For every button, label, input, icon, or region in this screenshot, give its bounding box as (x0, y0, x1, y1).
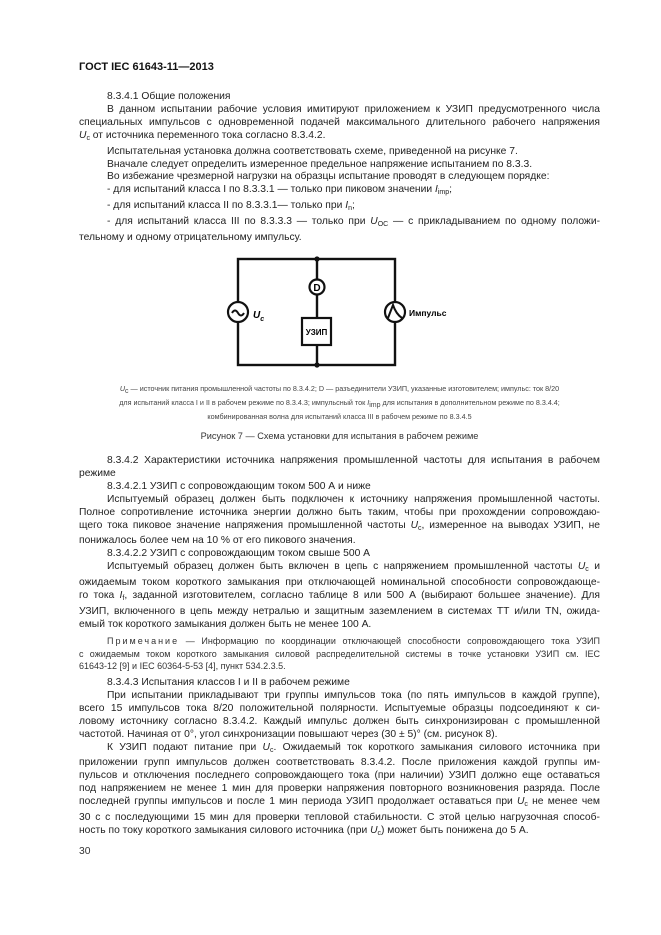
svg-text:D: D (313, 283, 321, 294)
text-run: понижалось более чем на 10 % от его пикового значения. (79, 535, 356, 547)
text-run: всего 15 импульсов тока 8/20 положительной полярности. Испытуемые образцы подсоединяют к си- (79, 702, 600, 714)
text-run: 8.3.4.1 Общие положения (107, 91, 231, 102)
text-run: . Ожидаемый ток короткого замыкания силового источника при (273, 741, 600, 753)
text-run: В данном испытании рабочие условия имитируют приложением к УЗИП предусмотренного числа (107, 103, 600, 115)
symbol: $U_c$ (370, 824, 381, 837)
text-line (79, 742, 600, 758)
text-run: Испытуемый образец должен быть подключен к источнику напряжения промышленной частоты. (107, 493, 600, 505)
text-run: го тока (79, 590, 120, 602)
text-line (79, 455, 600, 468)
text-line (79, 619, 600, 632)
text-run: под напряжением не менее 1 мин для проверки напряжения повторного возникновения разряда. После (79, 783, 600, 795)
text-run: Во избежание чрезмерной нагрузки на образцы испытание проводят в следующем порядке: (107, 171, 550, 183)
ac-source-icon (228, 302, 248, 322)
text-run: частотой. Начиная от 0°, угол синхронизации повышают через (30 ± 5)° (см. рисунок 8). (79, 728, 498, 740)
text-run: К УЗИП подают питание при (107, 741, 263, 753)
note (79, 635, 600, 673)
text-line (79, 561, 600, 577)
note-label: Примечание (107, 636, 180, 646)
symbol: $I_f$ (119, 590, 125, 603)
text-line (79, 577, 600, 590)
text-run: ность по току короткого замыкания силового источника (при (79, 824, 371, 836)
text-line (79, 494, 600, 507)
text-run: не менее чем (527, 796, 600, 808)
text-line (79, 703, 600, 716)
legend-line (79, 397, 600, 411)
note-line-3: 61643-12 [9] и IEC 60364-5-53 [4], пункт 534.2.3.5. (79, 661, 286, 672)
svg-text:УЗИП: УЗИП (305, 328, 328, 337)
impulse-label: Импульс (409, 308, 447, 318)
text-run: комбинированная волна для испытаний класса III в рабочем режиме по 8.3.4.5 (207, 412, 472, 421)
text-run: 8.3.4.3 Испытания классов I и II в рабочем режиме (107, 677, 350, 688)
text-run: ) может быть понижена до 5 А. (381, 824, 529, 836)
text-line (79, 548, 600, 561)
figure-legend (79, 383, 600, 422)
text-run: Испытательная установка должна соответствовать схеме, приведенной на рисунке 7. (107, 145, 518, 157)
text-run: - для испытаний класса II по 8.3.3.1— только при (107, 200, 346, 212)
legend-line (79, 411, 600, 422)
text-run: емый ток короткого замыкания должен быть не менее 100 А. (79, 618, 372, 630)
text-run: для испытаний класса I и II в рабочем режиме по 8.3.4.3; импульсный ток (119, 398, 368, 407)
text-run: При испытании прикладывают три группы импульсов тока (по пять импульсов в каждой группе), (107, 689, 600, 701)
document-code-header: ГОСТ IEC 61643-11—2013 (79, 61, 214, 73)
text-line (79, 606, 600, 619)
text-run: — с прикладыванием по одному положи- (388, 216, 600, 228)
note-line-1: Примечание — Информацию по координации отключающей способности сопровождающего тока УЗИП (107, 636, 600, 646)
symbol: $U_c$ (262, 741, 274, 754)
section-8-3-4-2 (79, 455, 600, 632)
symbol: $I_{imp}$ (434, 184, 450, 197)
text-run: тельному и одному отрицательному импульсу. (79, 232, 302, 244)
text-run: щего тока пиковое значение напряжения промышленной частоты (79, 519, 411, 531)
text-run: - для испытаний класса I по 8.3.3.1 — только при пиковом значении (107, 184, 435, 196)
text-run: 8.3.4.2.1 УЗИП с сопровождающим током 500 А и ниже (107, 480, 371, 492)
legend-line (79, 383, 600, 397)
text-run: специальных импульсов с одновременной подачей максимального длительного рабочего напряжения (79, 116, 600, 128)
text-run: ; (449, 184, 453, 196)
text-line (79, 825, 600, 841)
text-run: Полное сопротивление источника энергии должно быть таким, чтобы при прохождении сопровождаю- (79, 506, 600, 518)
symbol: $U_c$ (516, 796, 528, 809)
text-line (79, 507, 600, 520)
text-line (79, 796, 600, 812)
symbol: $U_c$ (119, 384, 129, 395)
text-run: от источника переменного тока согласно 8.3.4.2. (89, 129, 326, 141)
text-line (79, 770, 600, 783)
text-run: последней группы импульсов и после 1 мин периода УЗИП продолжает оставаться при (79, 796, 517, 808)
text-line (79, 468, 600, 481)
source-label: $U_c$ (253, 310, 265, 323)
text-run: Вначале следует определить измеренное предельное напряжение испытанием по 8.3.3. (107, 158, 533, 170)
note-line-2: с ожидаемым током короткого замыкания силовой распределительной системы в точке установки УЗИП см. IEC (79, 648, 600, 659)
text-run: 30 с с последующими 15 мин для проверки тепловой стабильности. С этой целью нагрузочная способ- (79, 812, 600, 824)
text-line (79, 677, 600, 690)
text-run: ожидаемым током короткого замыкания при отключающей номинальной способности сопровождающе- (79, 577, 600, 589)
junction-top (314, 256, 319, 261)
symbol: $I_{imp}$ (367, 398, 381, 409)
symbol: $I_n$ (345, 200, 353, 213)
text-run: , заданной изготовителем, согласно таблице 8 или 500 А (выбирают большее значение). Для (124, 590, 600, 602)
text-run: приложении групп импульсов должен соответствовать 8.3.4.2. После приложения каждой группы им- (79, 757, 600, 769)
symbol: $U_c$ (577, 561, 589, 574)
text-line (79, 812, 600, 825)
text-run: ; (352, 200, 355, 212)
disconnector-icon (310, 280, 325, 295)
text-line (79, 716, 600, 729)
text-run: Испытуемый образец должен быть включен в цепь с напряжением промышленной частоты (107, 561, 578, 573)
text-line (79, 590, 600, 606)
text-run: ловому источнику согласно 8.3.4.2. Каждый импульс должен быть синхронизирован с промышленной (79, 715, 600, 727)
text-line (79, 729, 600, 742)
symbol: $U_{OC}$ (370, 216, 389, 229)
text-line (79, 757, 600, 770)
text-line (79, 690, 600, 703)
text-line (79, 481, 600, 494)
text-run: — источник питания промышленной частоты по 8.3.4.2; D — разъединители УЗИП, указанные изготовителем; импульс: ток 8/20 (128, 384, 560, 393)
section-8-3-4-3 (79, 677, 600, 841)
text-line (79, 520, 600, 536)
page-number: 30 (79, 846, 91, 857)
text-run: - для испытаний класса III по 8.3.3.3 — только при (107, 216, 371, 228)
text-run: режиме (79, 467, 116, 479)
symbol: $U_c$ (79, 129, 90, 142)
spd-box (302, 318, 331, 345)
text-run: 8.3.4.2 Характеристики источника напряжения промышленной частоты для испытания в рабочем (107, 455, 600, 466)
text-run: , измеренное на выводах УЗИП, не (421, 519, 600, 531)
text-run: и (588, 561, 600, 573)
text-run: для испытания в дополнительном режиме по 8.3.4.4; (380, 398, 560, 407)
figure-title: Рисунок 7 — Схема установки для испытания в рабочем режиме (200, 431, 479, 441)
text-run: УЗИП, включенного в цепь между нетралью и защитным заземлением в системах ТТ и/или TN, ожида- (79, 605, 600, 617)
text-run: пульсов и отключения последнего сопровождающего тока (при наличии) УЗИП должно еще оставаться (79, 770, 600, 782)
text-line (79, 535, 600, 548)
symbol: $U_c$ (410, 519, 422, 532)
text-run: 8.3.4.2.2 УЗИП с сопровождающим током свыше 500 А (107, 548, 371, 560)
junction-bottom (314, 362, 319, 367)
text-line (79, 783, 600, 796)
impulse-generator-icon (385, 302, 405, 322)
